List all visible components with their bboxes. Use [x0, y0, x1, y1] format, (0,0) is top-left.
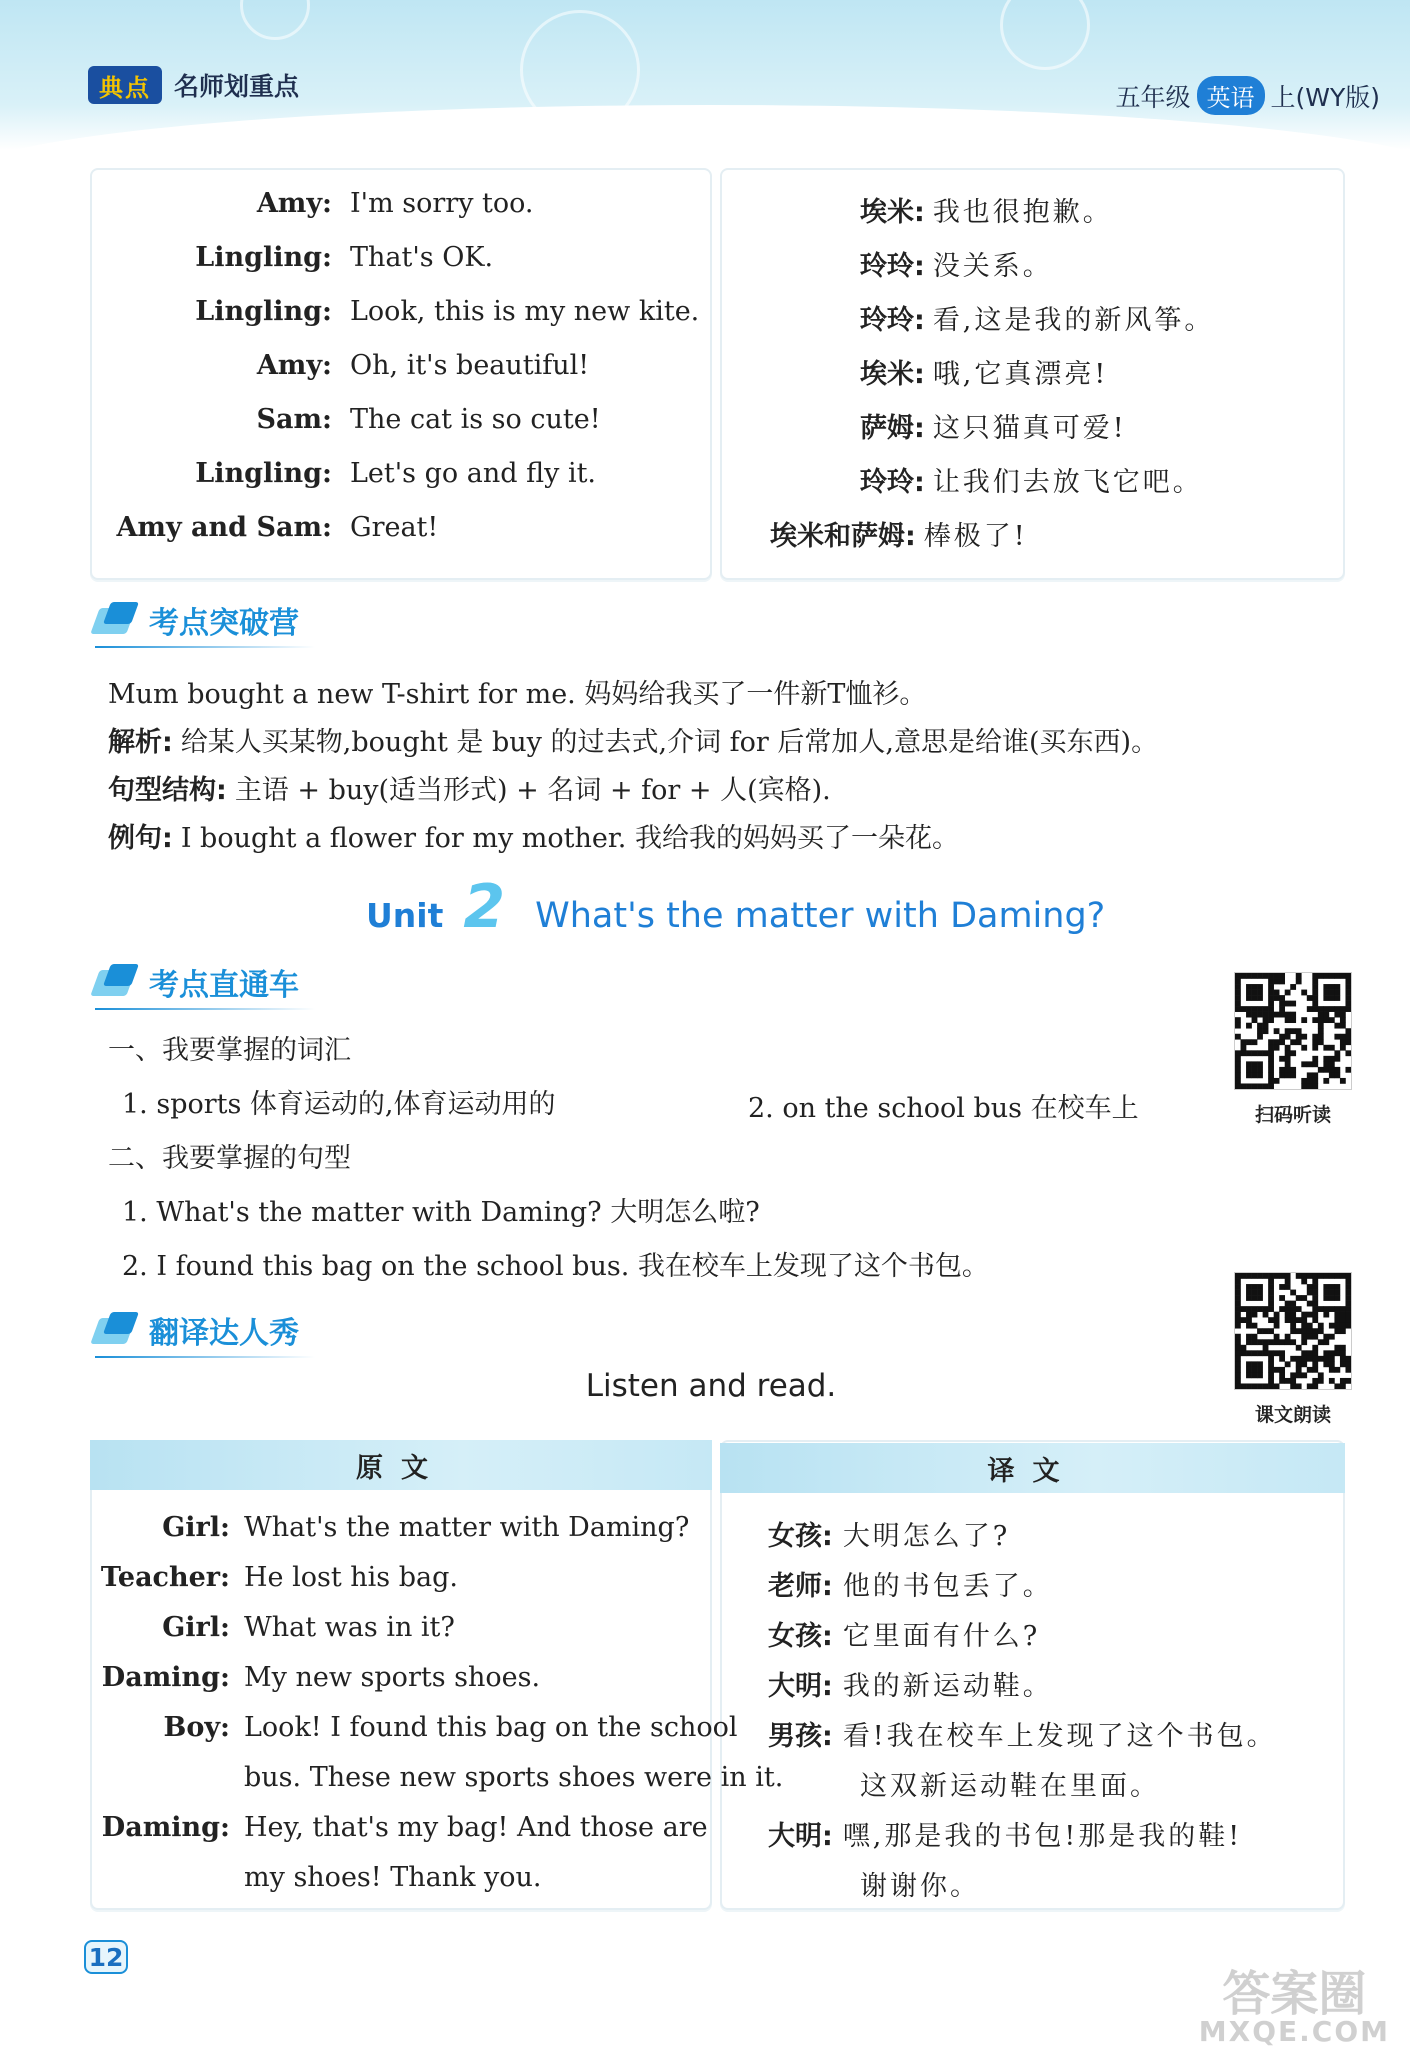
explanation-text: Mum bought a new T-shirt for me. 妈妈给我买了一件新T恤衫。 [108, 679, 927, 710]
speaker-name: Lingling: [195, 458, 332, 489]
section-title-express [95, 960, 299, 1004]
section-title-text: 考点突破营 [149, 606, 299, 641]
qr-code-listen[interactable] [1234, 972, 1352, 1090]
sentence-heading: 二、我要掌握的句型 [108, 1143, 351, 1174]
speaker-name: 埃米: [860, 197, 925, 228]
explanation-text: 主语 + buy(适当形式) + 名词 + for + 人(宾格). [234, 775, 831, 806]
speaker-name: 大明: [768, 1821, 833, 1852]
speaker-name: Lingling: [195, 242, 332, 273]
explanation-label: 例句: [108, 823, 173, 854]
grade-suffix: 上(WY版) [1270, 82, 1380, 112]
explanation-text: I bought a flower for my mother. 我给我的妈妈买了一朵花。 [180, 823, 959, 854]
watermark: 答案圈 MXQE.COM [1198, 1966, 1390, 2048]
dialog-text: bus. These new sports shoes were in it. [244, 1762, 784, 1793]
dialog-text: Oh, it's beautiful! [350, 350, 590, 381]
sentence-item-2: 2. I found this bag on the school bus. 我在校车上发现了这个书包。 [122, 1251, 989, 1282]
dialog-text: That's OK. [350, 242, 494, 273]
section-title-translation [95, 1308, 299, 1352]
brand-logo [88, 66, 299, 104]
dialog-text: What's the matter with Daming? [244, 1512, 690, 1543]
dialog-text: What was in it? [244, 1612, 455, 1643]
dialog-text: Look! I found this bag on the school [244, 1712, 738, 1743]
dialog-text: The cat is so cute! [350, 404, 601, 435]
translation-line [860, 190, 1113, 229]
explanation-line [108, 768, 831, 807]
explanation-line [108, 720, 1158, 759]
speaker-name: 玲玲: [860, 467, 925, 498]
speaker-name: 老师: [768, 1571, 833, 1602]
decor-circle [1000, 0, 1090, 70]
speaker-name: Daming: [101, 1662, 230, 1693]
section-title-breakthrough [95, 598, 299, 642]
translation-line [768, 1764, 1160, 1803]
translation-text: 这双新运动鞋在里面。 [860, 1771, 1160, 1802]
grade-info [1115, 76, 1380, 115]
speaker-name: Girl: [162, 1512, 230, 1543]
speaker-name: Amy: [256, 350, 332, 381]
listen-and-read-heading: Listen and read. [585, 1368, 837, 1404]
explanation-label: 句型结构: [108, 775, 227, 806]
translation-text: 这只猫真可爱! [932, 413, 1127, 444]
qr-label-listen: 扫码听读 [1254, 1104, 1331, 1126]
speaker-name: 男孩: [768, 1721, 833, 1752]
dialog-text: My new sports shoes. [244, 1662, 541, 1693]
speaker-name: Boy: [163, 1712, 230, 1743]
dialog-text: Great! [350, 512, 439, 543]
column-header-original: 原文 [90, 1440, 712, 1490]
explanation-line [108, 816, 959, 855]
page-number: 12 [84, 1940, 128, 1974]
translation-line [860, 352, 1108, 391]
translation-text: 哦,它真漂亮! [932, 359, 1109, 390]
speaker-name: Amy: [256, 188, 332, 219]
speaker-name: 女孩: [768, 1621, 833, 1652]
speaker-name: 萨姆: [860, 413, 925, 444]
speaker-name: 玲玲: [860, 251, 925, 282]
translation-text: 看!我在校车上发现了这个书包。 [842, 1721, 1277, 1752]
translation-line [768, 1814, 1242, 1853]
speaker-name: 埃米: [860, 359, 925, 390]
vocab-item-1: 1. sports 体育运动的,体育运动用的 [122, 1089, 556, 1120]
speaker-name: 女孩: [768, 1521, 833, 1552]
translation-text: 棒极了! [923, 521, 1028, 552]
translation-line [768, 1564, 1053, 1603]
translation-text: 我的新运动鞋。 [842, 1671, 1053, 1702]
translation-text: 让我们去放飞它吧。 [932, 467, 1203, 498]
translation-text: 看,这是我的新风筝。 [932, 305, 1215, 336]
translation-line [860, 244, 1053, 283]
speaker-name: Amy and Sam: [116, 512, 332, 543]
logo-mark: 典点 [88, 66, 162, 104]
explanation-text: 给某人买某物,bought 是 buy 的过去式,介词 for 后常加人,意思是给谁(买东西)。 [180, 727, 1159, 758]
translation-line [860, 460, 1203, 499]
translation-text: 谢谢你。 [860, 1871, 980, 1902]
vocab-heading: 一、我要掌握的词汇 [108, 1035, 351, 1066]
subject-badge: 英语 [1197, 76, 1265, 115]
explanation-line [108, 672, 926, 711]
dialog-text: my shoes! Thank you. [244, 1862, 542, 1893]
translation-line [768, 1614, 1040, 1653]
unit-label: Unit [366, 896, 444, 935]
speaker-name: Teacher: [100, 1562, 230, 1593]
dialog-text: He lost his bag. [244, 1562, 458, 1593]
translation-text: 他的书包丢了。 [842, 1571, 1053, 1602]
section-title-text: 考点直通车 [149, 968, 299, 1003]
unit-heading [366, 872, 1105, 942]
pencil-book-icon [95, 600, 139, 640]
logo-text: 名师划重点 [174, 72, 300, 101]
speaker-name: Daming: [101, 1812, 230, 1843]
translation-line [860, 406, 1127, 445]
sentence-item-1: 1. What's the matter with Daming? 大明怎么啦? [122, 1197, 760, 1228]
unit-number: 2 [463, 872, 506, 942]
translation-line [860, 298, 1214, 337]
translation-text: 大明怎么了? [842, 1521, 1011, 1552]
translation-line [768, 1664, 1053, 1703]
speaker-name: 大明: [768, 1671, 833, 1702]
explanation-label: 解析: [108, 727, 173, 758]
translation-line [768, 1864, 980, 1903]
speaker-name: 埃米和萨姆: [770, 521, 916, 552]
translation-line [768, 1714, 1277, 1753]
translation-text: 没关系。 [932, 251, 1053, 282]
translation-text: 我也很抱歉。 [932, 197, 1113, 228]
dialog-text: Let's go and fly it. [350, 458, 597, 489]
speaker-name: Lingling: [195, 296, 332, 327]
speaker-name: Sam: [256, 404, 332, 435]
grade-prefix: 五年级 [1115, 82, 1191, 112]
speaker-name: Girl: [162, 1612, 230, 1643]
dialog-text: I'm sorry too. [350, 188, 534, 219]
translation-line [768, 1514, 1010, 1553]
translation-line [770, 514, 1028, 553]
qr-label-text-reading: 课文朗读 [1254, 1404, 1331, 1426]
dialog-text: Hey, that's my bag! And those are [244, 1812, 708, 1843]
decor-circle [240, 0, 310, 40]
translation-text: 嘿,那是我的书包!那是我的鞋! [842, 1821, 1243, 1852]
translation-text: 它里面有什么? [842, 1621, 1041, 1652]
dialog-text: Look, this is my new kite. [350, 296, 700, 327]
speaker-name: 玲玲: [860, 305, 925, 336]
pencil-book-icon [95, 1310, 139, 1350]
unit-title: What's the matter with Daming? [535, 896, 1106, 936]
vocab-item-2: 2. on the school bus 在校车上 [748, 1093, 1139, 1124]
pencil-book-icon [95, 962, 139, 1002]
column-header-translation: 译文 [720, 1443, 1345, 1493]
section-title-text: 翻译达人秀 [149, 1316, 299, 1351]
